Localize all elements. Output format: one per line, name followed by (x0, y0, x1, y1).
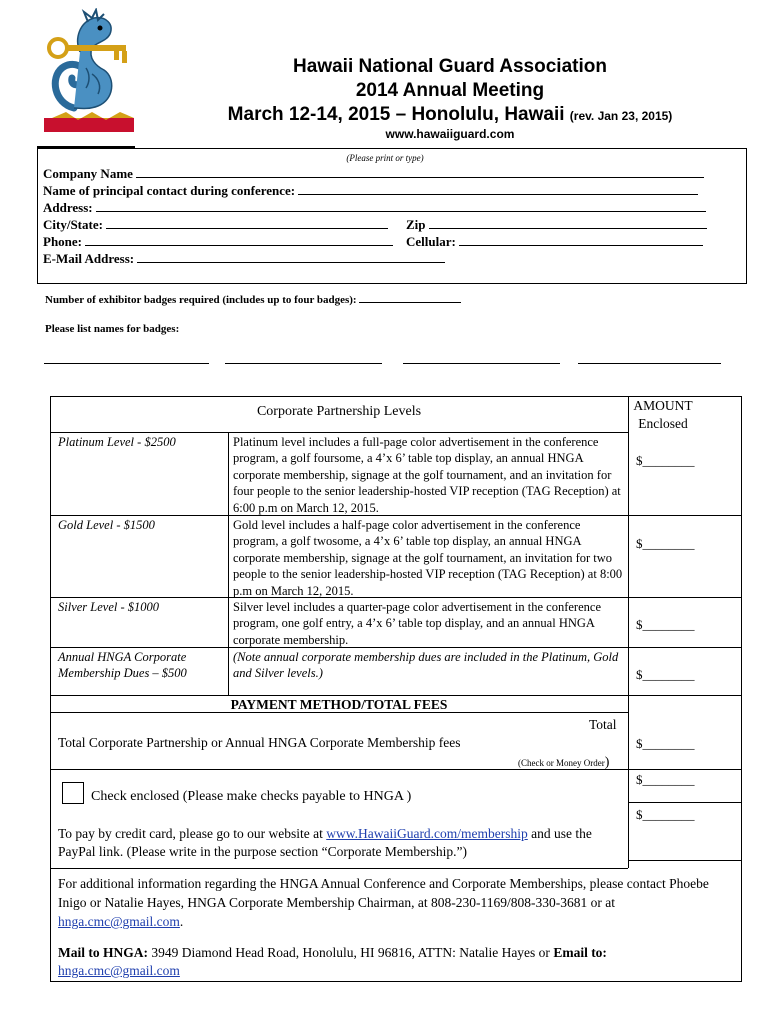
email-to-label: Email to: (553, 945, 607, 960)
phone-label: Phone: (43, 234, 82, 249)
revision-note: (rev. Jan 23, 2015) (569, 109, 673, 123)
cellular-label: Cellular: (406, 234, 456, 249)
level-name-membership: Annual HNGA Corporate Membership Dues – $500 (58, 650, 187, 681)
badge-name-field-3[interactable] (403, 363, 560, 364)
amount-gold-field[interactable]: $________ (636, 536, 695, 551)
check-money-order-text: (Check or Money Order (518, 758, 605, 768)
badge-name-field-2[interactable] (225, 363, 382, 364)
email-label: E-Mail Address: (43, 251, 135, 266)
membership-link[interactable]: www.HawaiiGuard.com/membership (326, 826, 528, 841)
level-name-gold: Gold Level - $1500 (58, 518, 155, 532)
total-fees-label: Total Corporate Partnership or Annual HNGA Corporate Membership fees (58, 735, 461, 750)
badge-count-label: Number of exhibitor badges required (includes up to four badges): (45, 294, 357, 306)
level-desc-gold: Gold level includes a half-page color advertisement in the conference program, a golf twosome, a 4’x 6’ table top display, an annual HNGA corporate membership, signage at the golf tournament, an invitation for two people to the senior leadership-hosted VIP reception (TAG Reception) at 8:00 p.m on March 12, 2015. (233, 518, 623, 598)
cellular-row (406, 234, 703, 250)
table-rule (50, 868, 628, 869)
payment-header: PAYMENT METHOD/TOTAL FEES (230, 697, 448, 712)
check-enclosed-label: Check enclosed (Please make checks payable to HNGA ) (91, 789, 412, 804)
amount-membership-field[interactable]: $________ (636, 667, 695, 682)
mail-email-link[interactable]: hnga.cmc@gmail.com (58, 963, 180, 978)
address-label: Address: (43, 200, 93, 215)
table-col-rule (628, 396, 629, 868)
sea-dragon-with-key-crest-icon (44, 8, 134, 132)
mail-info (58, 944, 734, 980)
amount-header (628, 397, 698, 433)
badge-count-row (45, 293, 461, 306)
total-amount-field[interactable]: $________ (636, 736, 695, 751)
company-field[interactable] (136, 167, 704, 178)
zip-label: Zip (406, 217, 426, 232)
contact-row (43, 183, 698, 199)
level-name-silver: Silver Level - $1000 (58, 600, 160, 614)
badge-names-label: Please list names for badges: (45, 323, 180, 335)
card-text-2: and use the PayPal link. (Please write in the purpose section “Corporate Membership.”) (58, 826, 592, 859)
amount-header-line-1: AMOUNT (633, 398, 693, 413)
badge-name-field-1[interactable] (44, 363, 209, 364)
zip-row (406, 217, 707, 233)
website-link[interactable]: www.hawaiiguard.com (385, 127, 515, 141)
contact-field[interactable] (298, 184, 698, 195)
mail-address: 3949 Diamond Head Road, Honolulu, HI 96816, ATTN: Natalie Hayes or (151, 945, 550, 960)
address-field[interactable] (96, 201, 706, 212)
amount-silver-field[interactable]: $________ (636, 617, 695, 632)
print-instruction: (Please print or type) (346, 153, 424, 163)
city-field[interactable] (106, 218, 388, 229)
additional-info (58, 874, 734, 931)
table-rule (628, 769, 742, 770)
city-label: City/State: (43, 217, 103, 232)
check-amount-field[interactable]: $________ (636, 772, 695, 787)
level-desc-platinum: Platinum level includes a full-page color advertisement in the conference program, a golf foursome, a 4’x 6’ table top display, an annual HNGA corporate membership, signage at the golf tournament, and an invitation for four people to the senior leadership-hosted VIP reception (TAG Reception) at 6:00 p.m on March 12, 2015. (233, 435, 621, 515)
dates-text: March 12-14, 2015 – Honolulu, Hawaii (227, 104, 565, 125)
check-money-order-note (518, 755, 609, 771)
info-end: . (179, 914, 184, 929)
meeting-title: 2014 Annual Meeting (355, 80, 545, 101)
credit-card-instructions (58, 825, 623, 861)
contact-label: Name of principal contact during conference: (43, 183, 296, 198)
table-rule (50, 432, 628, 433)
phone-field[interactable] (85, 235, 393, 246)
check-money-order-paren: ) (604, 755, 610, 770)
card-text-1: To pay by credit card, please go to our website at (58, 826, 323, 841)
badge-name-field-4[interactable] (578, 363, 721, 364)
level-name-platinum: Platinum Level - $2500 (58, 435, 176, 449)
meeting-dates (140, 104, 760, 126)
table-rule (628, 802, 742, 803)
city-row (43, 217, 388, 233)
info-text: For additional information regarding the HNGA Annual Conference and Corporate Memberships, please contact Phoebe Inigo or Natalie Hayes, HNGA Corporate Membership Chairman, at 808-230-1169/808-330-3681 or at (58, 876, 709, 910)
amount-platinum-field[interactable]: $________ (636, 453, 695, 468)
mail-label: Mail to HNGA: (58, 945, 148, 960)
zip-field[interactable] (429, 218, 707, 229)
company-label: Company Name (43, 166, 133, 181)
table-rule (628, 860, 742, 861)
hnga-logo (44, 8, 134, 132)
check-enclosed-checkbox[interactable] (62, 782, 84, 804)
cellular-field[interactable] (459, 235, 703, 246)
amount-header-line-2: Enclosed (638, 416, 688, 431)
table-col-rule (228, 432, 229, 695)
email-field[interactable] (137, 252, 445, 263)
info-email-link[interactable]: hnga.cmc@gmail.com (58, 914, 180, 929)
phone-row (43, 234, 393, 250)
level-desc-silver: Silver level includes a quarter-page color advertisement in the conference program, one golf entry, a 4’x 6’ table top display, and an annual HNGA corporate membership. (233, 600, 601, 647)
org-title: Hawaii National Guard Association (293, 56, 607, 77)
email-row (43, 251, 445, 267)
company-row (43, 166, 704, 182)
badge-count-field[interactable] (359, 293, 461, 303)
address-row (43, 200, 706, 216)
table-title: Corporate Partnership Levels (256, 404, 422, 419)
level-desc-membership: (Note annual corporate membership dues are included in the Platinum, Gold and Silver levels.) (233, 650, 619, 681)
total-label: Total (589, 717, 617, 732)
table-rule (50, 695, 742, 696)
card-amount-field[interactable]: $________ (636, 807, 695, 822)
